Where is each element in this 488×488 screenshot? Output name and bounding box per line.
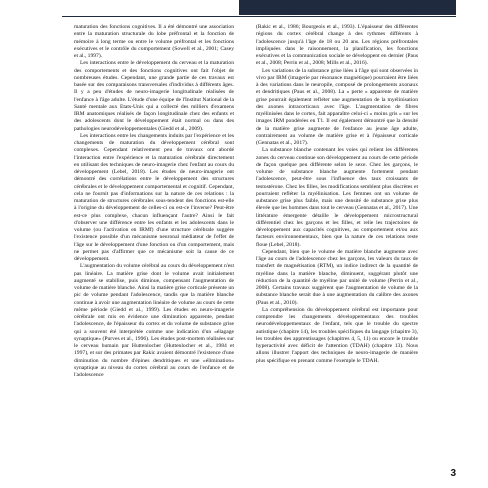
left-text-column — [74, 24, 234, 464]
paragraph: Cependant, bien que le volume de matière blanche augmente avec l'âge au cours de l'adolescence chez les garçons, les valeurs du taux de transfert de magnétisation (RTM), un indice indirect de la quantité de myéline dans la matière blanche, diminuent, suggérant plutôt une réduction de la quantité de myéline par unité de volume (Perrin et al., 2008). Certains travaux suggèrent que l'augmentation de volume de la substance blanche serait due à une augmentation du calibre des axones (Paus et al., 2010). — [256, 248, 418, 306]
paragraph: Les interactions entre le développement du cerveau et la maturation des comportements et des fonctions cognitives ont fait l'objet de nombreuses études. Cependant, une grande partie de ces travaux est basée sur des comparaisons transversales d'individus à différents âges. Il y a peu d'études de neuro-imagerie longitudinale réalisées de l'enfance à l'âge adulte. L'étude d'une équipe de l'Institut National de la Santé mentale aux Etats-Unis qui a collecté des milliers d'examens IRM anatomiques réalisés de façon longitudinale chez des enfants et des adolescents dont le développement était normal ou dans des pathologies neurodéveloppementales (Giedd et al., 2009). — [74, 60, 234, 132]
paragraph: maturation des fonctions cognitives. Il a été démontré une association entre la maturation structurale du lobe préfrontal et la fonction de mémoire à long terme ou entre le volume préfrontal et les fonctions exécutives et le contrôle du comportement (Sowell et al., 2001; Casey et al., 1997). — [74, 24, 234, 59]
paragraph: L'augmentation du volume cérébral au cours du développement n'est pas linéaire. La matière grise dont le volume avait initialement augmenté se stabilise, puis diminue, compensant l'augmentation de volume de matière blanche. Ainsi la matière grise corticale présente un pic de volume pendant l'adolescence, tandis que la matière blanche continue à avoir une augmentation linéaire de volume au cours de cette même période (Giedd et al., 1999). Les études en neuro-imagerie cérébrale ont mis en évidence une diminution apparente, pendant l'adolescence, de l'épaisseur du cortex et du volume de substance grise qui a souvent été interprétée comme une indication d'un «élagage synaptique» (Purves et al., 1996). Les études post-mortem réalisées sur le cerveau humain par Huttenlocher (Huttenlocher et al., 1984 et 1997), et sur des primates par Rakic avaient démontré l'existence d'une diminution du nombre d'épines dendritiques et une «élimination» synaptique au niveau du cortex cérébral au cours de l'enfance et de l'adolescence — [74, 263, 234, 378]
paragraph: (Rakic et al., 1986; Bourgeois et al., 1993). L'épaisseur des différentes régions du cortex cérébral change à des rythmes différents à l'adolescence jusqu'à l'âge de 18 ou 20 ans. Les régions préfrontales impliquées dans le raisonnement, la planification, les fonctions exécutives et la communication sociale se développent en dernier (Paus et al., 2008; Perrin et al., 2008; Mills et al., 2016). — [256, 24, 418, 67]
header-divider — [62, 16, 456, 17]
paragraph: La compréhension du développement cérébral est importante pour comprendre les changements développementaux des troubles neurodéveloppementaux de l'enfant, tels que le trouble du spectre autistique (chapitre 14), les troubles spécifiques du langage (chapitre 3), les troubles des apprentissages (chapitres 4, 5, 11) ou encore le trouble hyperactivité avec déficit de l'attention (TDAH) (chapitre 13). Nous allons illustrer l'apport des techniques de neuro-imagerie de manière plus spécifique en prenant comme l'exemple le TDAH. — [256, 306, 418, 364]
paragraph: Les interactions entre les changements induits par l'expérience et les changements de maturation du développement cérébral sont complexes. Cependant relativement peu de travaux ont abordé l'interaction entre l'expérience et la maturation cérébrale directement en utilisant des techniques de neuro-imagerie chez l'enfant au cours du développement (Lebel, 2018). Les études de neuro-imagerie ont démontré des corrélations entre le développement des structures cérébrales et le développement comportemental et cognitif. Cependant, cela ne fournit pas d'informations sur la nature de ces relations : la maturation de structures cérébrales sous-tendent des fonctions est-elle à l'origine du développement de celles-ci ou est-ce l'inverse? Peut-être est-ce plus complexe, chacun influençant l'autre? Ainsi le fait d'observer une différence entre les enfants et les adolescents dans le volume (ou l'activation en IRMf) d'une structure cérébrale suggère l'existence possible d'un mécanisme neuronal médiateur de l'effet de l'âge sur le développement d'une fonction ou d'un comportement, mais ne permet pas d'affirmer que ce mécanisme soit la cause de ce développement. — [74, 132, 234, 262]
paragraph: La substance blanche contenant les voies qui relient les différentes zones du cerveau continue son développement au cours de cette période de façon quelque peu différente selon le sexe. Chez les garçons, le volume de substance blanche augmente fortement pendant l'adolescence, peut-être sous l'influence des taux croissants de testostérone. Chez les filles, les modifications semblent plus discrètes et pourraient refléter la myélinisation. Les femmes ont un volume de substance grise plus faible, mais une densité de substance grise plus élevée que les hommes dans tout le cerveau (Gennatas et al., 2017). Une littérature émergente détaille le développement microstructural différentiel chez les garçons et les filles, et relie les trajectoires de développement aux capacités cognitives, au comportement et/ou aux facteurs environnementaux, bien que la nature de ces relations reste floue (Lebel, 2018). — [256, 147, 418, 248]
running-chapter-title: Chapitre 1 - Le développement cérébral... — [272, 2, 454, 12]
paragraph: Les variations de la substance grise liées à l'âge qui sont observées in vivo par IRM (imagerie par résonance magnétique) pourraient être liées à des variations dans le neuropile, composé de prolongements axonaux et dendritiques (Paus et al., 2008). La « perte » apparente de matière grise pourrait également refléter une augmentation de la myélinisation des axones intracorticaux avec l'âge. L'augmentation de fibres myélinisées dans le cortex, fait apparaître celui-ci « moins gris » sur les images IRM pondérées en T1. Il est également démontré que la densité de la matière grise augmente de l'enfance au jeune âge adulte, contrairement au volume de matière grise et à l'épaisseur corticale (Gennatas et al., 2017). — [256, 67, 418, 146]
right-text-column — [256, 24, 418, 464]
page-number: 3 — [450, 468, 456, 479]
